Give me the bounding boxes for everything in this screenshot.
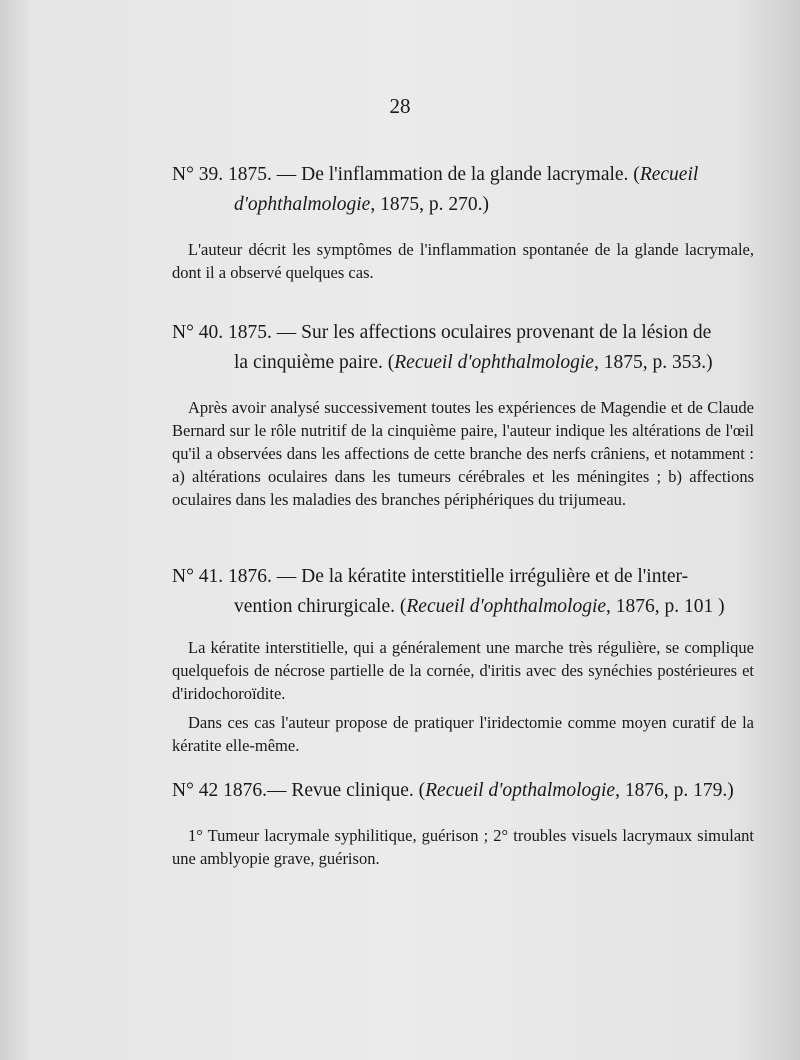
entry-40-abstract [172, 396, 754, 511]
entry-39-paragraph: L'auteur décrit les symptômes de l'inflammation spontanée de la glande lacrymale, dont il a observé quelques cas. [172, 240, 754, 282]
entry-42-paragraph: 1° Tumeur lacrymale syphilitique, guérison ; 2° troubles visuels lacrymaux simulant une amblyopie grave, guérison. [172, 826, 754, 868]
entry-40-title-plain: la cinquième paire. ( [234, 352, 395, 373]
entry-41-title-plain: vention chirurgicale. ( [234, 596, 407, 617]
entry-39-title-cont [172, 190, 757, 220]
entry-39-abstract [172, 238, 754, 284]
entry-41-title [172, 562, 757, 622]
entry-40-title-cont [172, 348, 757, 378]
entry-41-title-text: N° 41. 1876. — De la kératite interstitielle irrégulière et de l'inter- [172, 566, 689, 587]
entry-42-abstract [172, 824, 754, 870]
entry-41-paragraph-2: Dans ces cas l'auteur propose de pratiquer l'iridectomie comme moyen curatif de la kératite elle-même. [172, 713, 754, 755]
entry-41-paragraph-1: La kératite interstitielle, qui a généralement une marche très régulière, se complique quelquefois de nécrose partielle de la cornée, d'iritis avec des synéchies postérieures et d'iridochoroïdite. [172, 638, 754, 703]
entry-41-title-cont [172, 592, 757, 622]
entry-41-journal: Recueil d'ophthalmologie [406, 596, 607, 617]
entry-41-abstract [172, 636, 754, 757]
entry-42-title [172, 776, 757, 806]
entry-40-journal: Recueil d'ophthalmologie [394, 352, 594, 373]
entry-40-title-text: N° 40. 1875. — Sur les affections oculaires provenant de la lésion de [172, 322, 712, 343]
page-number: 28 [389, 94, 411, 118]
entry-39-citation: , 1875, p. 270.) [370, 194, 489, 215]
entry-39-title [172, 160, 757, 220]
entry-42-journal: Recueil d'opthalmologie [425, 780, 616, 801]
entry-40-paragraph: Après avoir analysé successivement toutes les expériences de Magendie et de Claude Bernard sur le rôle nutritif de la cinquième paire, l'auteur indique les altérations de l'œil qu'il a observées dans les affections de cette branche des nerfs crâniens, et notamment : a) altérations oculaires dans les tumeurs cérébrales et les méningites ; b) affections oculaires dans les maladies des branches périphériques du trijumeau. [172, 398, 754, 509]
entry-40-title [172, 318, 757, 378]
entry-39-title-italic: Recueil [639, 164, 699, 185]
entry-42-citation: , 1876, p. 179.) [615, 780, 734, 801]
entry-42-title-text: N° 42 1876.— Revue clinique. ( [172, 780, 426, 801]
entry-40-citation: , 1875, p. 353.) [593, 352, 713, 373]
entry-41-citation: , 1876, p. 101 ) [606, 596, 725, 617]
entry-39-title-text: N° 39. 1875. — De l'inflammation de la glande lacrymale. ( [172, 164, 640, 185]
entry-39-journal: d'ophthalmologie [234, 194, 371, 215]
